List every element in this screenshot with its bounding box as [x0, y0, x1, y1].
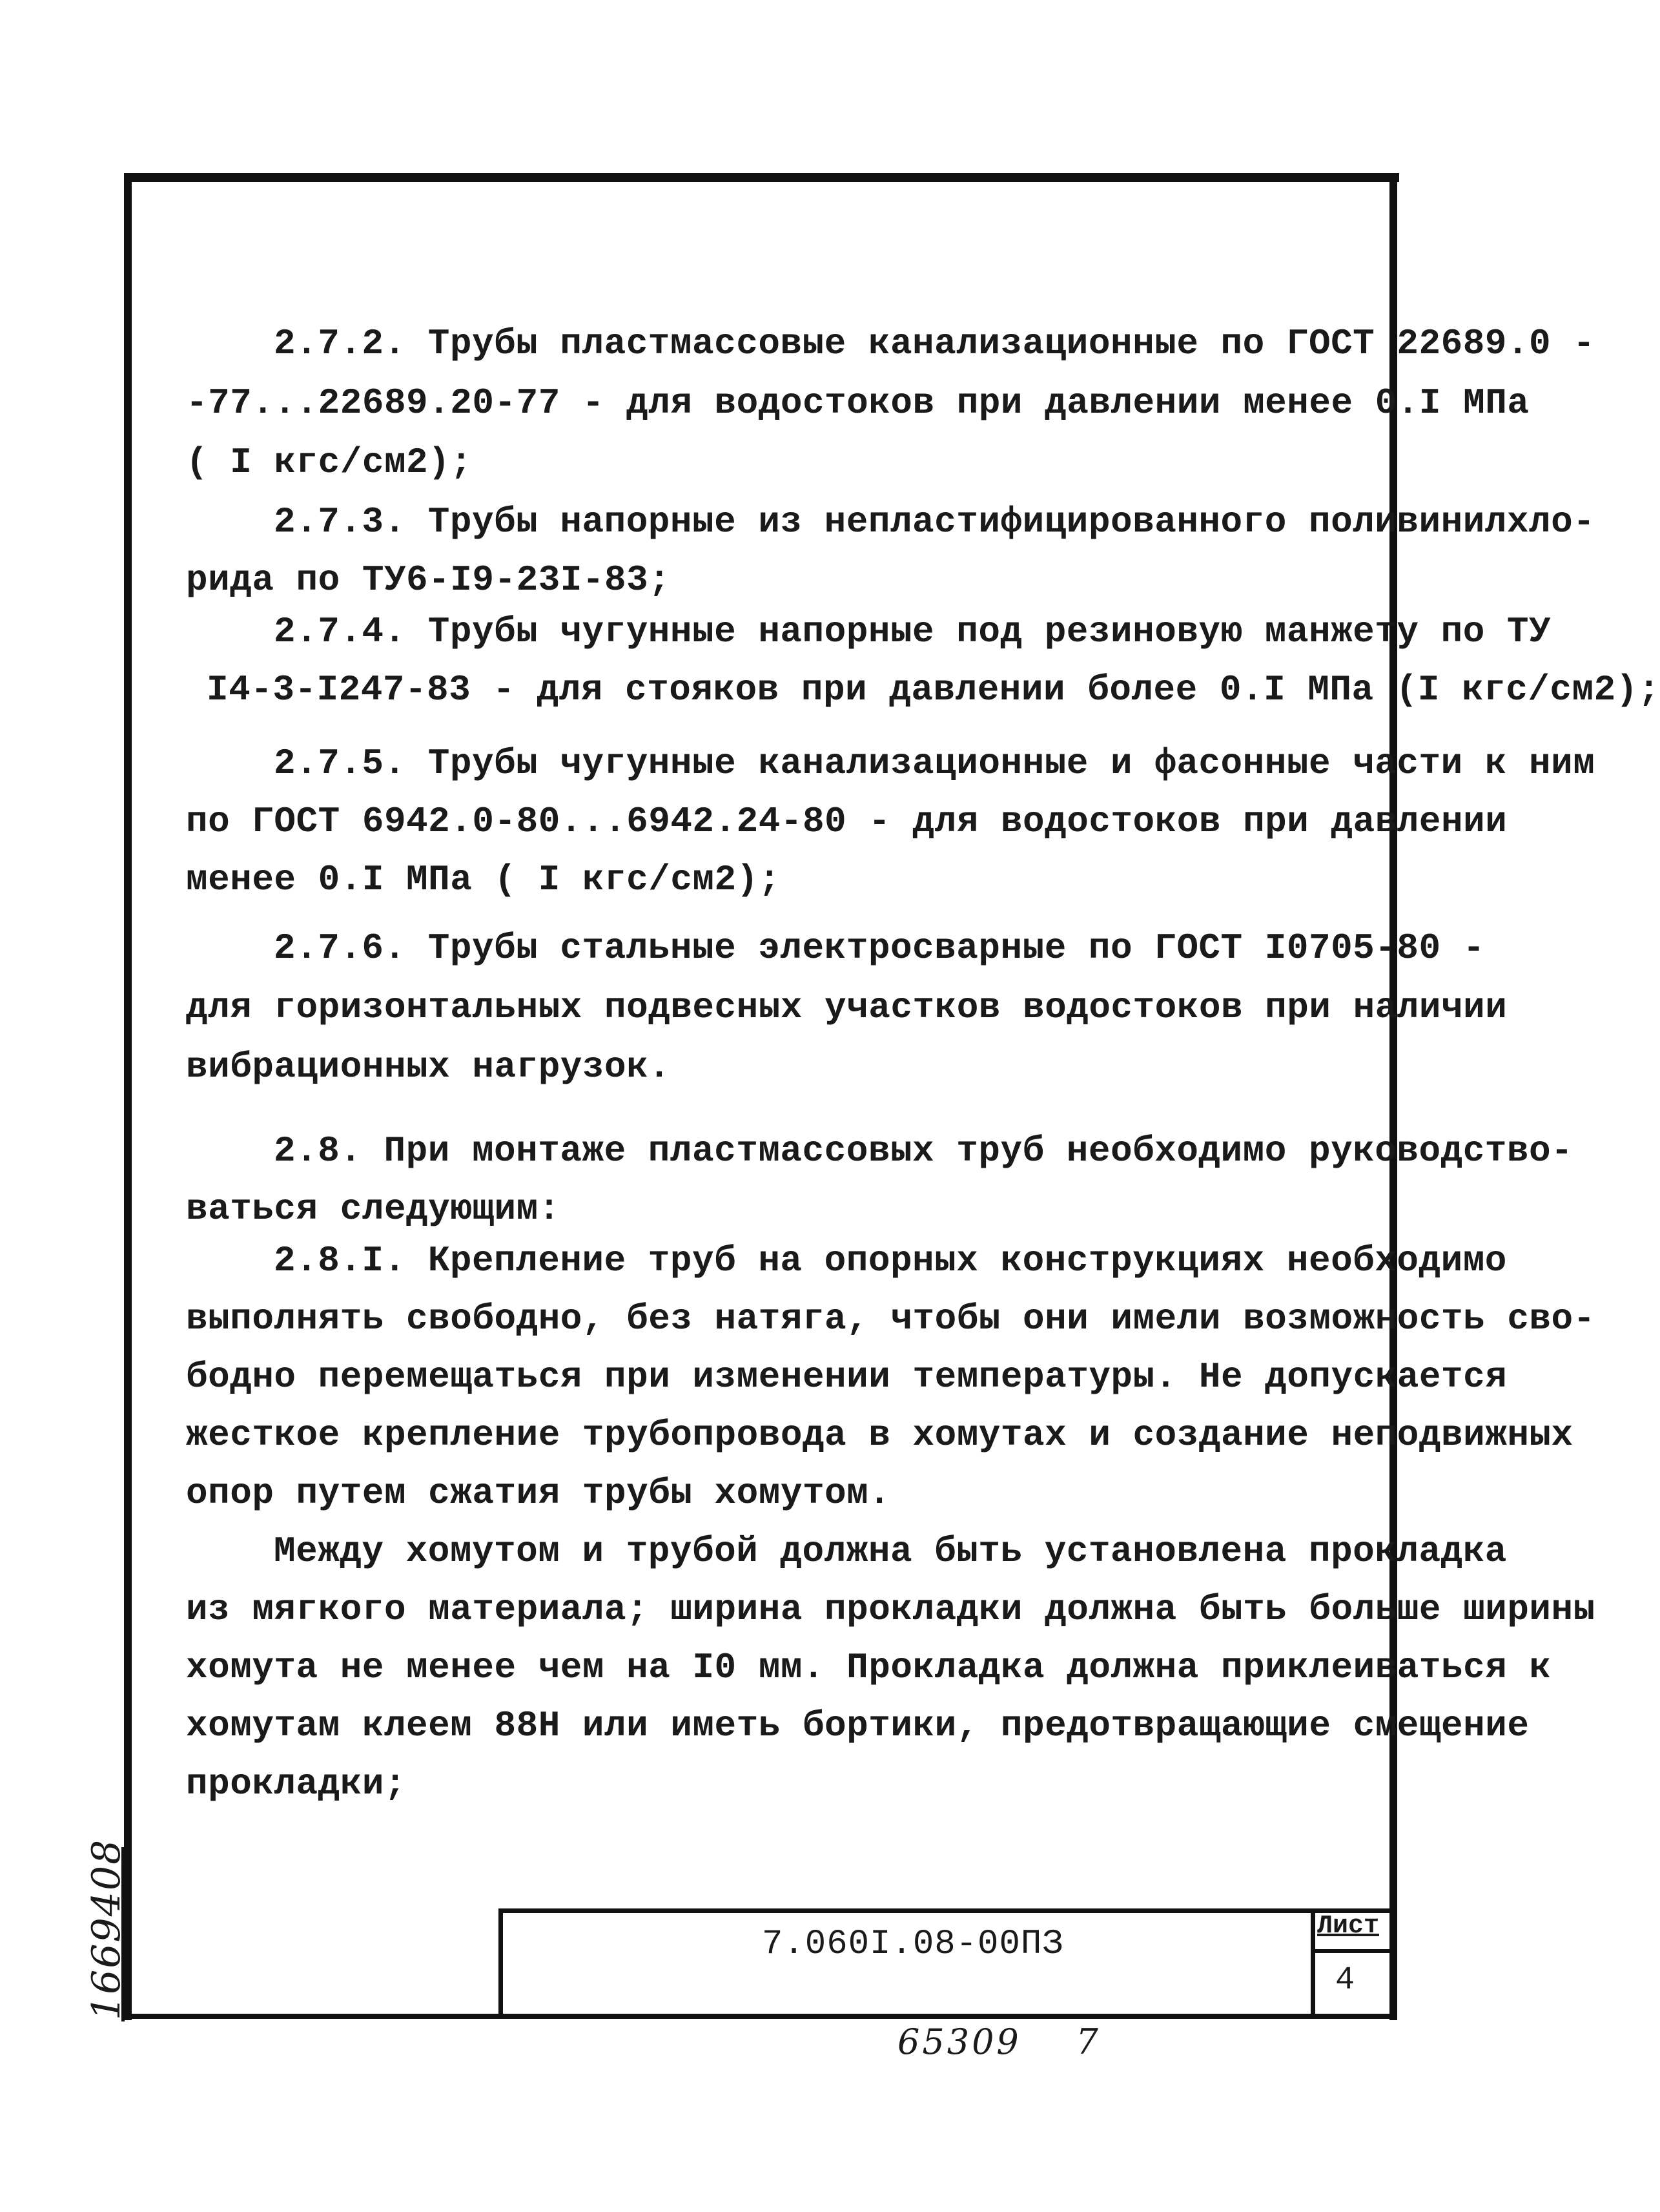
text-line: Между хомутом и трубой должна быть установлена прокладка [274, 1531, 1507, 1572]
text-line: хомута не менее чем на I0 мм. Прокладка должна приклеиваться к [186, 1647, 1552, 1688]
text-line: 2.7.4. Трубы чугунные напорные под резиновую манжету по ТУ [274, 611, 1552, 652]
text-line: хомутам клеем 88Н или иметь бортики, предотвращающие смещение [186, 1705, 1530, 1746]
text-line: прокладки; [186, 1763, 407, 1804]
inventory-stamp: 1669408 [84, 1838, 129, 2020]
text-line: 2.8.I. Крепление труб на опорных конструкциях необходимо [274, 1240, 1507, 1281]
text-line: 2.7.2. Трубы пластмассовые канализационные по ГОСТ 22689.0 - [274, 323, 1595, 364]
text-line: ( I кгс/см2); [186, 442, 473, 483]
text-line: бодно перемещаться при изменении температуры. Не допускается [186, 1356, 1508, 1398]
text-line: для горизонтальных подвесных участков водостоков при наличии [186, 987, 1508, 1028]
text-line: менее 0.I МПа ( I кгс/см2); [186, 859, 781, 900]
frame-left-border [124, 173, 132, 2020]
sheet-label: Лист [1317, 1912, 1380, 1941]
text-line: по ГОСТ 6942.0-80...6942.24-80 - для водостоков при давлении [186, 801, 1508, 842]
sheet-cell-divider [1311, 1949, 1389, 1953]
text-line: 2.7.5. Трубы чугунные канализационные и фасонные части к ним [274, 743, 1595, 784]
text-line: жесткое крепление трубопровода в хомутах и создание неподвижных [186, 1414, 1573, 1456]
frame-bottom-border [124, 2014, 1397, 2019]
text-line: вибрационных нагрузок. [186, 1046, 671, 1088]
handwritten-note: 65309 7 [897, 2021, 1101, 2062]
text-line: -77...22689.20-77 - для водостоков при давлении менее 0.I МПа [186, 382, 1530, 424]
text-line: рида по ТУ6-I9-23I-83; [186, 559, 671, 601]
sheet-number: 4 [1335, 1962, 1355, 1999]
text-line: ваться следующим: [186, 1188, 560, 1230]
text-line: I4-3-I247-83 - для стояков при давлении более 0.I МПа (I кгс/см2); [207, 669, 1660, 710]
title-block-divider [1311, 1908, 1315, 2014]
text-line: выполнять свободно, без натяга, чтобы они имели возможность сво- [186, 1298, 1595, 1339]
text-line: 2.7.3. Трубы напорные из непластифицированного поливинилхло- [274, 501, 1595, 543]
text-line: из мягкого материала; ширина прокладки должна быть больше ширины [186, 1589, 1595, 1630]
frame-top-border [124, 173, 1399, 182]
text-line: 2.8. При монтаже пластмассовых труб необходимо руководство- [274, 1130, 1573, 1172]
document-code: 7.060I.08-00ПЗ [762, 1925, 1064, 1964]
text-line: 2.7.6. Трубы стальные электросварные по ГОСТ I0705-80 - [274, 927, 1485, 969]
text-line: опор путем сжатия трубы хомутом. [186, 1473, 891, 1514]
